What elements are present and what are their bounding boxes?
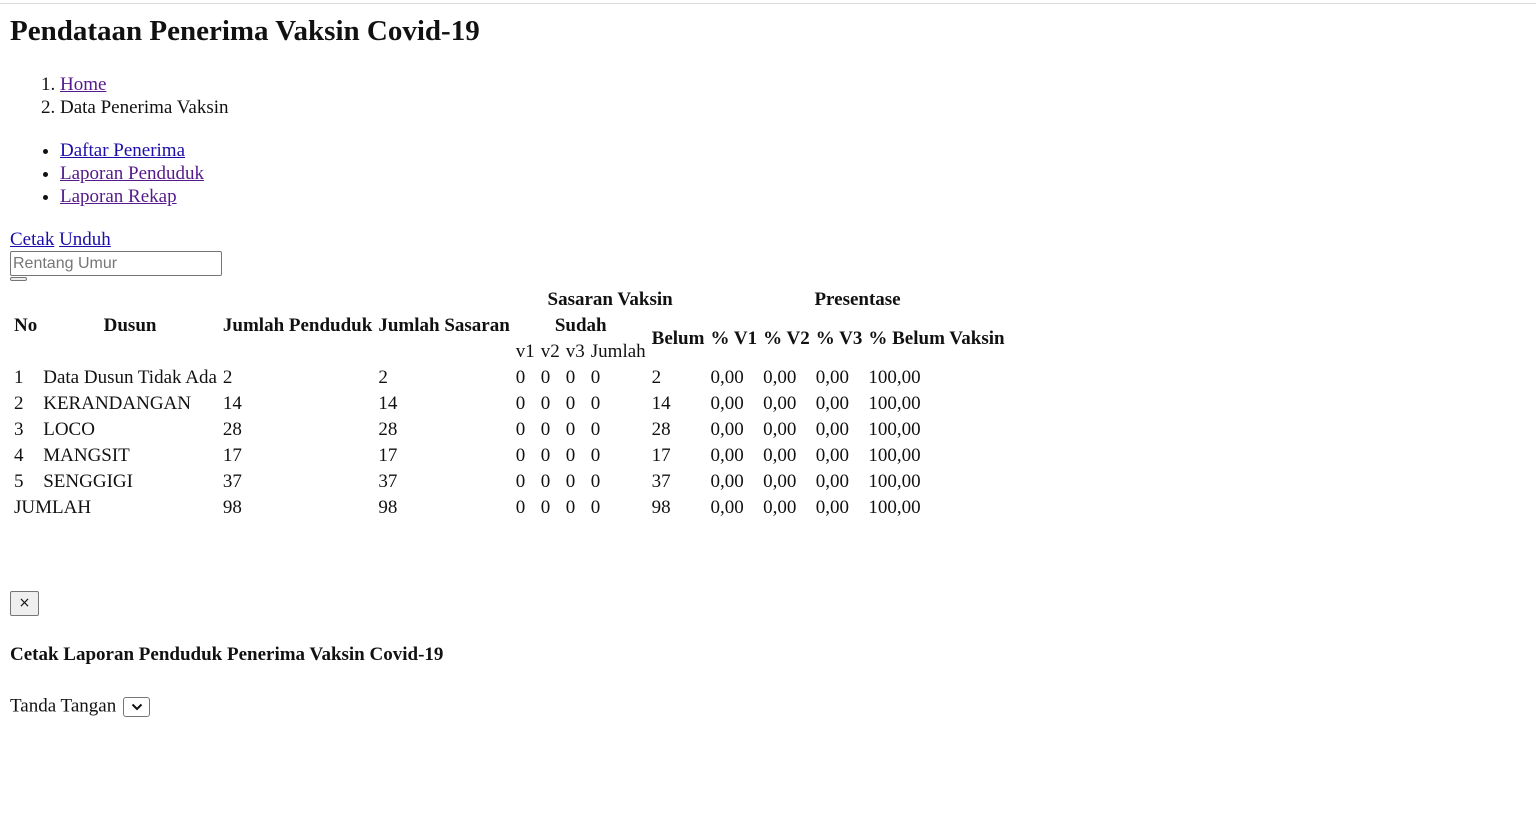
signature-label: Tanda Tangan <box>10 695 117 717</box>
cell-v2: 0 <box>540 367 551 388</box>
cell-total-pct-belum: 100,00 <box>868 497 921 518</box>
cell-pct-belum: 100,00 <box>868 367 921 388</box>
cell-total-pct-v1: 0,00 <box>710 497 744 518</box>
cell-dusun: LOCO <box>43 419 95 440</box>
cell-no: 5 <box>14 471 24 492</box>
breadcrumb-item-current: 2. Data Penerima Vaksin <box>60 96 229 119</box>
cell-belum: 28 <box>651 419 671 440</box>
nav-link-daftar-penerima[interactable]: Daftar Penerima <box>60 140 186 161</box>
table-row <box>12 418 1007 442</box>
rekap-table <box>10 286 1009 522</box>
cell-dusun: KERANDANGAN <box>43 393 192 414</box>
cell-pct-v1: 0,00 <box>710 419 744 440</box>
cell-jumlah: 0 <box>590 367 601 388</box>
cell-pct-v2: 0,00 <box>763 419 797 440</box>
chevron-down-icon <box>131 703 143 711</box>
cell-pct-v2: 0,00 <box>763 367 797 388</box>
cell-sasaran: 17 <box>378 445 398 466</box>
cell-penduduk: 17 <box>222 445 242 466</box>
filter-submit-button[interactable] <box>10 277 27 281</box>
age-range-input[interactable] <box>10 251 222 276</box>
table-row <box>12 470 1007 494</box>
cell-v1: 0 <box>515 471 526 492</box>
cell-no: 3 <box>14 419 24 440</box>
cell-dusun: SENGGIGI <box>43 471 133 492</box>
cell-jumlah: 0 <box>590 393 601 414</box>
signature-field <box>10 694 150 719</box>
header-jumlah-sasaran: Jumlah Sasaran <box>378 315 510 336</box>
cell-sasaran: 14 <box>378 393 398 414</box>
cell-penduduk: 2 <box>222 367 233 388</box>
top-divider <box>0 3 1536 4</box>
breadcrumb <box>0 73 229 119</box>
cell-pct-belum: 100,00 <box>868 445 921 466</box>
cell-pct-v1: 0,00 <box>710 393 744 414</box>
header-row-1 <box>12 288 1007 312</box>
cell-penduduk: 28 <box>222 419 242 440</box>
cell-no: 1 <box>14 367 24 388</box>
cell-total-jumlah: 0 <box>590 497 601 518</box>
cell-dusun: Data Dusun Tidak Ada <box>43 367 217 388</box>
breadcrumb-link-home[interactable]: Home <box>60 74 107 95</box>
table-row <box>12 444 1007 468</box>
header-v2: v2 <box>540 341 560 362</box>
header-belum: Belum <box>651 328 705 349</box>
cell-penduduk: 37 <box>222 471 242 492</box>
cell-sasaran: 2 <box>378 367 388 388</box>
cell-pct-v2: 0,00 <box>763 445 797 466</box>
cell-pct-v2: 0,00 <box>763 471 797 492</box>
cell-total-pct-v3: 0,00 <box>815 497 849 518</box>
cell-no: 4 <box>14 445 24 466</box>
header-pct-v1: % V1 <box>710 328 758 349</box>
cell-v2: 0 <box>540 393 551 414</box>
cell-total-v2: 0 <box>540 497 551 518</box>
cell-pct-v3: 0,00 <box>815 445 849 466</box>
cell-jumlah: 0 <box>590 471 601 492</box>
header-dusun: Dusun <box>103 315 157 336</box>
cell-pct-v2: 0,00 <box>763 393 797 414</box>
cell-pct-v1: 0,00 <box>710 367 744 388</box>
cell-pct-v1: 0,00 <box>710 445 744 466</box>
header-v3: v3 <box>565 341 585 362</box>
download-link[interactable]: Unduh <box>59 229 111 250</box>
cell-belum: 2 <box>651 367 662 388</box>
cell-total-penduduk: 98 <box>222 497 242 518</box>
header-sasaran-vaksin: Sasaran Vaksin <box>547 289 673 310</box>
cell-v2: 0 <box>540 419 551 440</box>
header-sudah: Sudah <box>554 315 607 336</box>
cell-pct-v3: 0,00 <box>815 471 849 492</box>
breadcrumb-item-home <box>60 73 229 96</box>
header-no: No <box>14 315 38 336</box>
table-row <box>12 392 1007 416</box>
header-v1: v1 <box>515 341 535 362</box>
cell-v3: 0 <box>565 367 576 388</box>
cell-total-pct-v2: 0,00 <box>763 497 797 518</box>
nav-menu <box>0 139 204 208</box>
cell-pct-v1: 0,00 <box>710 471 744 492</box>
cell-belum: 17 <box>651 445 671 466</box>
cell-pct-v3: 0,00 <box>815 393 849 414</box>
cell-v2: 0 <box>540 471 551 492</box>
cell-sasaran: 37 <box>378 471 398 492</box>
cell-v1: 0 <box>515 445 526 466</box>
cell-total-v1: 0 <box>515 497 526 518</box>
nav-link-laporan-rekap[interactable]: Laporan Rekap <box>60 186 177 207</box>
modal-title: Cetak Laporan Penduduk Penerima Vaksin Covid-19 <box>10 644 444 665</box>
cell-pct-belum: 100,00 <box>868 393 921 414</box>
cell-no: 2 <box>14 393 24 414</box>
cell-pct-v3: 0,00 <box>815 367 849 388</box>
cell-jumlah: 0 <box>590 445 601 466</box>
nav-item-laporan-rekap <box>60 185 204 208</box>
cell-jumlah: 0 <box>590 419 601 440</box>
cell-sasaran: 28 <box>378 419 398 440</box>
header-jumlah: Jumlah <box>590 341 646 362</box>
cell-v2: 0 <box>540 445 551 466</box>
cell-v1: 0 <box>515 367 526 388</box>
header-pct-v2: % V2 <box>763 328 810 349</box>
signature-select[interactable] <box>123 697 150 717</box>
cell-total-label: JUMLAH <box>14 497 92 518</box>
cell-total-sasaran: 98 <box>378 497 398 518</box>
nav-link-laporan-penduduk[interactable]: Laporan Penduduk <box>60 163 205 184</box>
table-row <box>12 366 1007 390</box>
nav-item-laporan-penduduk <box>60 162 204 185</box>
cell-pct-belum: 100,00 <box>868 419 921 440</box>
nav-item-daftar-penerima <box>60 139 204 162</box>
table-total-row <box>12 496 1007 520</box>
cell-v3: 0 <box>565 419 576 440</box>
cell-v3: 0 <box>565 471 576 492</box>
header-pct-v3: % V3 <box>815 328 863 349</box>
cell-pct-belum: 100,00 <box>868 471 921 492</box>
print-link[interactable]: Cetak <box>10 229 55 250</box>
page-title: Pendataan Penerima Vaksin Covid-19 <box>10 15 480 47</box>
cell-v1: 0 <box>515 419 526 440</box>
header-pct-belum-vaksin: % Belum Vaksin <box>868 328 1005 349</box>
header-jumlah-penduduk: Jumlah Penduduk <box>222 315 373 336</box>
header-presentase: Presentase <box>814 289 901 310</box>
cell-penduduk: 14 <box>222 393 242 414</box>
close-button[interactable]: × <box>10 591 39 616</box>
cell-total-belum: 98 <box>651 497 671 518</box>
cell-belum: 37 <box>651 471 671 492</box>
cell-total-v3: 0 <box>565 497 576 518</box>
cell-v1: 0 <box>515 393 526 414</box>
cell-dusun: MANGSIT <box>43 445 130 466</box>
cell-v3: 0 <box>565 393 576 414</box>
report-actions <box>10 228 111 251</box>
cell-pct-v3: 0,00 <box>815 419 849 440</box>
cell-v3: 0 <box>565 445 576 466</box>
cell-belum: 14 <box>651 393 671 414</box>
